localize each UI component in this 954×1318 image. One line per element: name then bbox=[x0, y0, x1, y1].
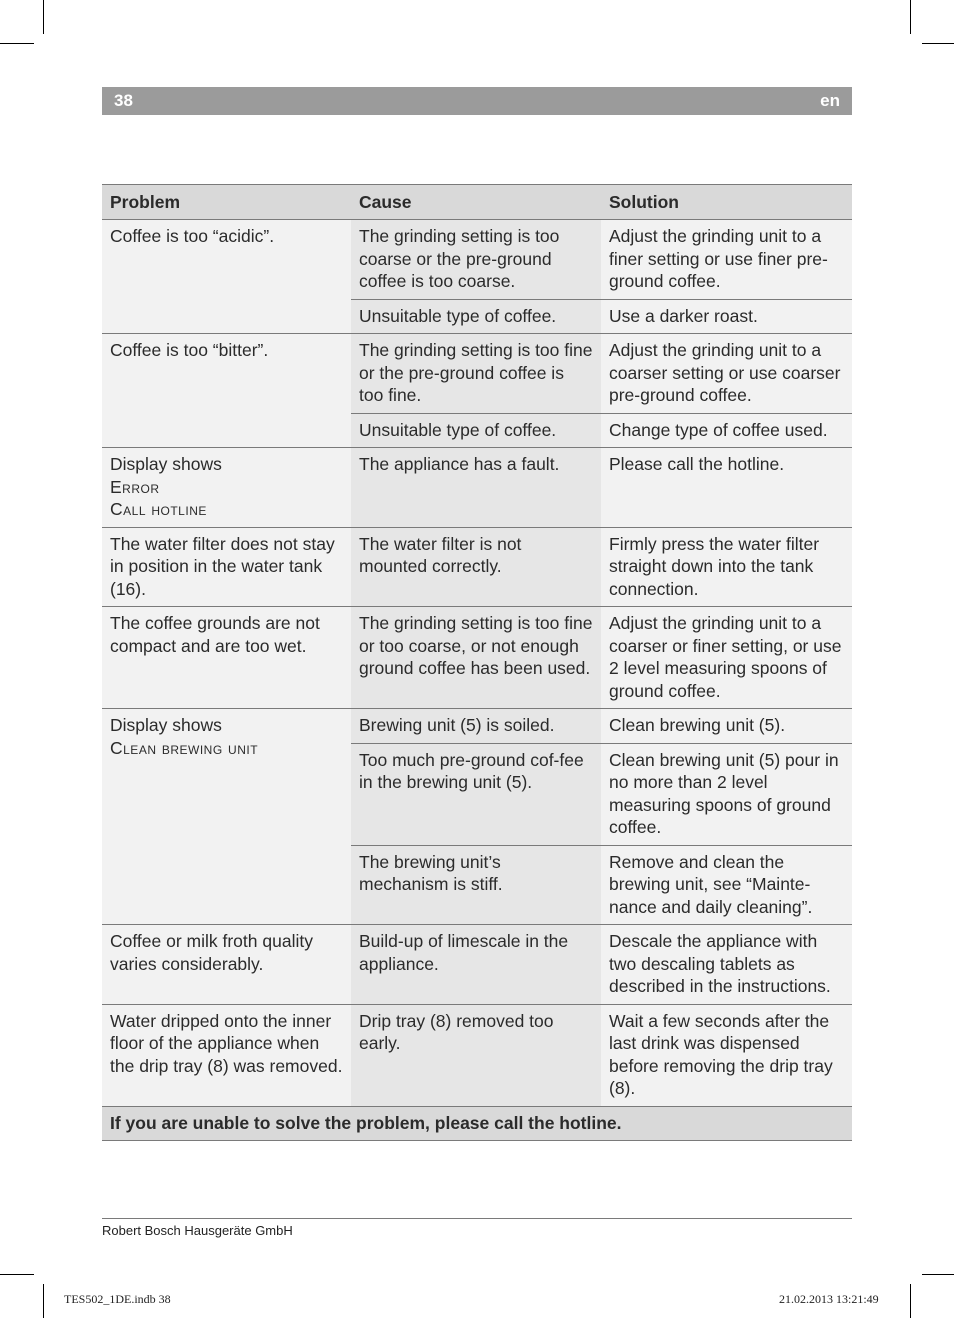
cause-cell: Build-up of limescale in the appliance. bbox=[351, 925, 601, 1005]
problem-text: Coffee or milk froth quality varies considerably. bbox=[110, 931, 313, 974]
cause-cell: The brewing unit’s mechanism is stiff. bbox=[351, 845, 601, 925]
cause-cell: The grinding setting is too coarse or the pre-ground coffee is too coarse. bbox=[351, 220, 601, 300]
display-message-call-hotline: Call hotline bbox=[110, 499, 207, 519]
table-row bbox=[102, 334, 852, 414]
solution-cell: Remove and clean the brewing unit, see “Mainte-nance and daily cleaning”. bbox=[601, 845, 852, 925]
problem-cell bbox=[102, 220, 351, 334]
problem-cell bbox=[102, 334, 351, 448]
cause-cell: Brewing unit (5) is soiled. bbox=[351, 709, 601, 744]
solution-cell: Please call the hotline. bbox=[601, 448, 852, 528]
solution-cell: Clean brewing unit (5). bbox=[601, 709, 852, 744]
solution-cell: Firmly press the water filter straight down into the tank connection. bbox=[601, 527, 852, 607]
table-footer-row bbox=[102, 1106, 852, 1141]
problem-cell bbox=[102, 527, 351, 607]
solution-cell: Adjust the grinding unit to a coarser setting or use coarser pre-ground coffee. bbox=[601, 334, 852, 414]
problem-cell bbox=[102, 709, 351, 925]
crop-mark bbox=[43, 0, 44, 34]
crop-mark bbox=[910, 0, 911, 34]
problem-cell bbox=[102, 925, 351, 1005]
problem-text: Display shows bbox=[110, 715, 222, 735]
problem-cell bbox=[102, 607, 351, 709]
display-message-error: Error bbox=[110, 476, 160, 497]
cause-cell: Drip tray (8) removed too early. bbox=[351, 1004, 601, 1106]
column-header-cause: Cause bbox=[351, 185, 601, 220]
page-number: 38 bbox=[114, 91, 133, 110]
crop-mark bbox=[922, 43, 954, 44]
problem-cell bbox=[102, 1004, 351, 1106]
cause-cell: Too much pre-ground cof-fee in the brewing unit (5). bbox=[351, 743, 601, 845]
table-row bbox=[102, 1004, 852, 1106]
table-row bbox=[102, 709, 852, 744]
print-slug-file: TES502_1DE.indb 38 bbox=[64, 1292, 171, 1306]
problem-text: The water filter does not stay in position in the water tank (16). bbox=[110, 533, 335, 599]
crop-mark bbox=[43, 1284, 44, 1318]
cause-cell: Unsuitable type of coffee. bbox=[351, 299, 601, 334]
cause-cell: Unsuitable type of coffee. bbox=[351, 413, 601, 448]
problem-cell bbox=[102, 448, 351, 528]
problem-text: Coffee is too “acidic”. bbox=[110, 226, 275, 246]
table-row bbox=[102, 925, 852, 1005]
solution-cell: Adjust the grinding unit to a coarser or finer setting, or use 2 level measuring spoons of ground coffee. bbox=[601, 607, 852, 709]
language-code: en bbox=[820, 91, 840, 110]
solution-cell: Clean brewing unit (5) pour in no more than 2 level measuring spoons of ground coffee. bbox=[601, 743, 852, 845]
cause-cell: The grinding setting is too fine or too coarse, or not enough ground coffee has been used. bbox=[351, 607, 601, 709]
crop-mark bbox=[910, 1284, 911, 1318]
solution-cell: Change type of coffee used. bbox=[601, 413, 852, 448]
solution-cell: Wait a few seconds after the last drink was dispensed before removing the drip tray (8). bbox=[601, 1004, 852, 1106]
column-header-problem: Problem bbox=[102, 185, 351, 220]
solution-cell: Use a darker roast. bbox=[601, 299, 852, 334]
table-header-row bbox=[102, 185, 852, 220]
crop-mark bbox=[922, 1274, 954, 1275]
print-slug-timestamp: 21.02.2013 13:21:49 bbox=[779, 1292, 879, 1306]
display-message-clean-brewing-unit: Clean brewing unit bbox=[110, 737, 259, 758]
page-header-bar bbox=[102, 87, 852, 115]
solution-cell: Descale the appliance with two descaling tablets as described in the instructions. bbox=[601, 925, 852, 1005]
cause-cell: The appliance has a fault. bbox=[351, 448, 601, 528]
cause-cell: The water filter is not mounted correctly. bbox=[351, 527, 601, 607]
table-row bbox=[102, 527, 852, 607]
problem-text: Display shows bbox=[110, 454, 222, 474]
column-header-solution: Solution bbox=[601, 185, 852, 220]
problem-text: Water dripped onto the inner floor of the appliance when the drip tray (8) was removed. bbox=[110, 1010, 343, 1076]
troubleshooting-table bbox=[102, 184, 852, 1141]
footer-divider bbox=[102, 1218, 852, 1219]
table-row bbox=[102, 448, 852, 528]
table-row bbox=[102, 220, 852, 300]
table-row bbox=[102, 607, 852, 709]
crop-mark bbox=[0, 43, 34, 44]
cause-cell: The grinding setting is too fine or the pre-ground coffee is too fine. bbox=[351, 334, 601, 414]
problem-text: Coffee is too “bitter”. bbox=[110, 340, 269, 360]
solution-cell: Adjust the grinding unit to a finer setting or use finer pre-ground coffee. bbox=[601, 220, 852, 300]
crop-mark bbox=[0, 1274, 34, 1275]
hotline-note: If you are unable to solve the problem, please call the hotline. bbox=[102, 1106, 852, 1141]
company-name: Robert Bosch Hausgeräte GmbH bbox=[102, 1223, 293, 1238]
problem-text: The coffee grounds are not compact and are too wet. bbox=[110, 613, 320, 656]
